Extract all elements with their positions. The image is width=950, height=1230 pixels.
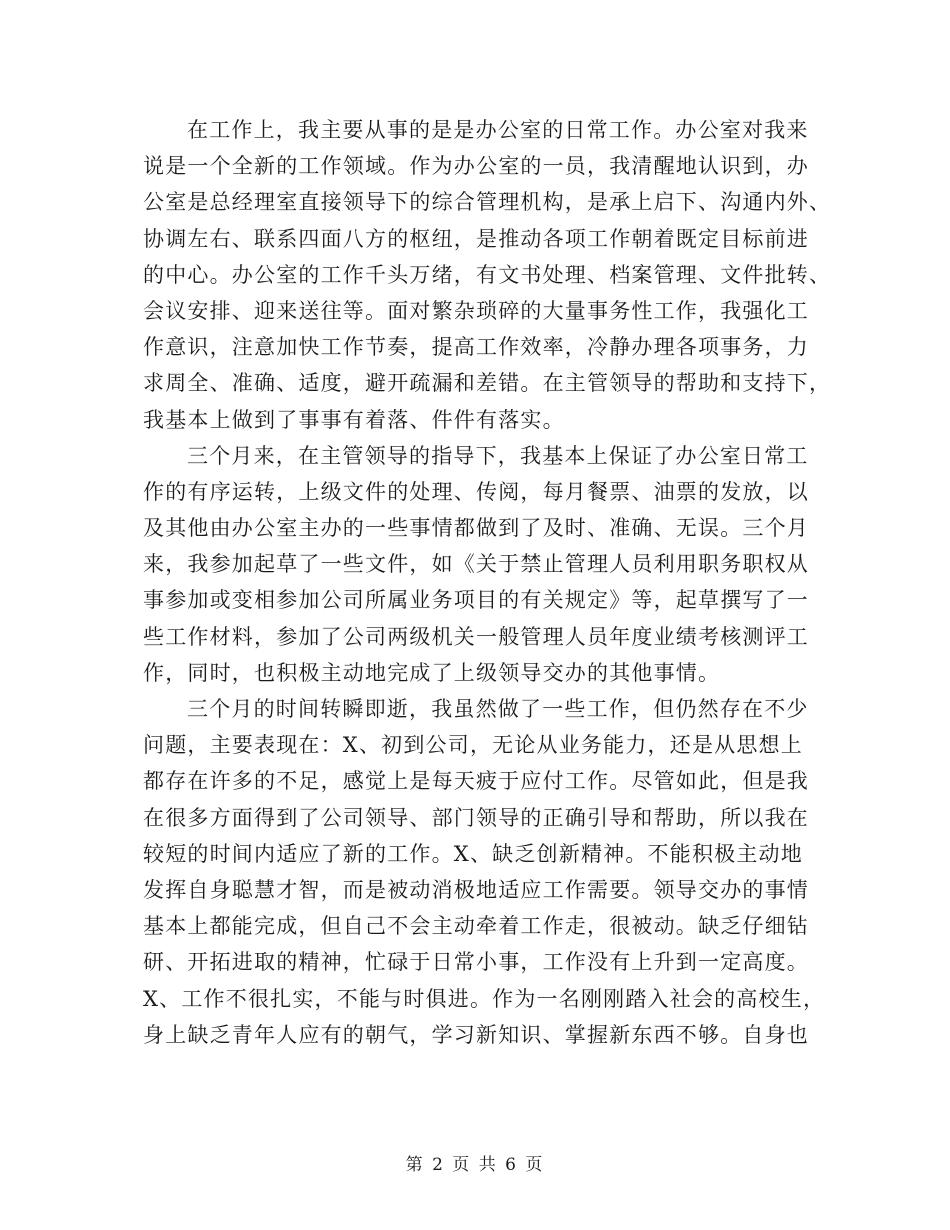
text-line: 来，我参加起草了一些文件，如《关于禁止管理人员利用职务职权从 [143, 552, 809, 577]
text-line: X、工作不很扎实，不能与时俱进。作为一名刚刚踏入社会的高校生， [143, 986, 826, 1011]
text-line: 及其他由办公室主办的一些事情都做到了及时、准确、无误。三个月 [143, 516, 809, 541]
text-line: 基本上都能完成，但自己不会主动牵着工作走，很被动。缺乏仔细钻 [143, 914, 809, 939]
page-number-footer: 第 2 页 共 6 页 [405, 1155, 545, 1175]
text-line: 身上缺乏青年人应有的朝气，学习新知识、掌握新东西不够。自身也 [143, 1022, 809, 1047]
text-line: 会议安排、迎来送往等。面对繁杂琐碎的大量事务性工作，我强化工 [143, 298, 809, 323]
text-line: 都存在许多的不足，感觉上是每天疲于应付工作。尽管如此，但是我 [143, 769, 809, 794]
text-line: 在工作上，我主要从事的是是办公室的日常工作。办公室对我来 [187, 118, 809, 142]
text-line: 在很多方面得到了公司领导、部门领导的正确引导和帮助，所以我在 [143, 805, 809, 830]
text-line: 发挥自身聪慧才智，而是被动消极地适应工作需要。领导交办的事情 [143, 877, 809, 902]
text-line: 三个月来，在主管领导的指导下，我基本上保证了办公室日常工 [187, 443, 809, 468]
text-line: 作意识，注意加快工作节奏，提高工作效率，冷静办理各项事务，力 [143, 335, 809, 360]
text-line: 我基本上做到了事事有着落、件件有落实。 [143, 407, 565, 432]
text-line: 作，同时，也积极主动地完成了上级领导交办的其他事情。 [143, 660, 721, 685]
text-line: 作的有序运转，上级文件的处理、传阅，每月餐票、油票的发放，以 [143, 479, 809, 504]
paragraph-work-duties [143, 112, 832, 438]
text-line: 求周全、准确、适度，避开疏漏和差错。在主管领导的帮助和支持下， [143, 371, 832, 396]
text-line: 研、开拓进取的精神，忙碌于日常小事，工作没有上升到一定高度。 [143, 950, 809, 975]
text-line: 较短的时间内适应了新的工作。X、缺乏创新精神。不能积极主动地 [143, 841, 803, 866]
paragraph-three-months [143, 438, 809, 691]
text-line: 问题，主要表现在：X、初到公司，无论从业务能力，还是从思想上 [143, 733, 803, 758]
paragraph-problems [143, 691, 826, 1053]
text-line: 事参加或变相参加公司所属业务项目的有关规定》等，起草撰写了一 [143, 588, 809, 613]
text-line: 些工作材料，参加了公司两级机关一般管理人员年度业绩考核测评工 [143, 624, 809, 649]
text-line: 的中心。办公室的工作千头万绪，有文书处理、档案管理、文件批转、 [143, 262, 832, 287]
text-line: 三个月的时间转瞬即逝，我虽然做了一些工作，但仍然存在不少 [187, 697, 809, 721]
text-line: 协调左右、联系四面八方的枢纽，是推动各项工作朝着既定目标前进 [143, 226, 809, 251]
text-line: 说是一个全新的工作领域。作为办公室的一员，我清醒地认识到，办 [143, 154, 809, 179]
text-line: 公室是总经理室直接领导下的综合管理机构，是承上启下、沟通内外、 [143, 190, 832, 215]
document-body [143, 112, 832, 1053]
